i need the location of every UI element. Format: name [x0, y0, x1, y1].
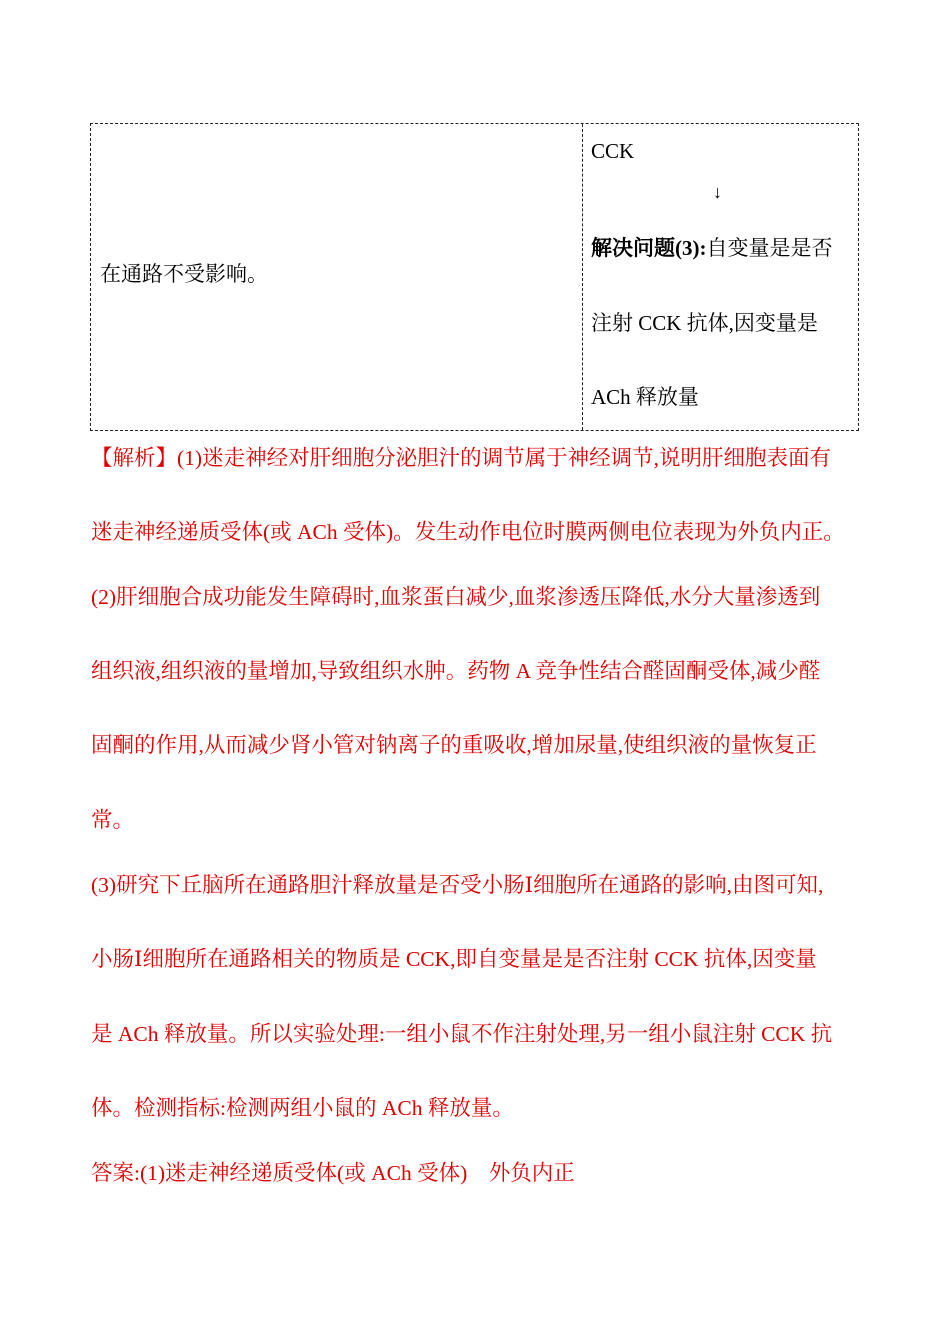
down-arrow-icon: ↓: [713, 182, 722, 202]
question-line-1: [591, 235, 832, 261]
analysis-line: 迷走神经递质受体(或 ACh 受体)。发生动作电位时膜两侧电位表现为外负内正。: [91, 520, 845, 544]
analysis-line: 组织液,组织液的量增加,导致组织水肿。药物 A 竞争性结合醛固酮受体,减少醛: [91, 659, 821, 683]
analysis-line: 体。检测指标:检测两组小鼠的 ACh 释放量。: [91, 1096, 514, 1120]
analysis-line: (2)肝细胞合成功能发生障碍时,血浆蛋白减少,血浆渗透压降低,水分大量渗透到: [91, 585, 821, 609]
analysis-line: 【解析】(1)迷走神经对肝细胞分泌胆汁的调节属于神经调节,说明肝细胞表面有: [91, 446, 831, 470]
dashed-table: [90, 123, 859, 431]
question-text-1: 自变量是是否: [706, 236, 833, 260]
analysis-line: (3)研究下丘脑所在通路胆汁释放量是否受小肠Ⅰ细胞所在通路的影响,由图可知,: [91, 873, 824, 897]
left-cell-text: 在通路不受影响。: [100, 262, 268, 286]
analysis-line: 常。: [91, 808, 135, 832]
analysis-line: 小肠Ⅰ细胞所在通路相关的物质是 CCK,即自变量是是否注射 CCK 抗体,因变量: [91, 947, 817, 971]
table-divider: [582, 124, 583, 430]
analysis-line: 是 ACh 释放量。所以实验处理:一组小鼠不作注射处理,另一组小鼠注射 CCK 抗: [91, 1022, 833, 1046]
question-line-2: 注射 CCK 抗体,因变量是: [591, 311, 818, 335]
answer-line: 答案:(1)迷走神经递质受体(或 ACh 受体) 外负内正: [91, 1161, 575, 1185]
analysis-line: 固酮的作用,从而减少肾小管对钠离子的重吸收,增加尿量,使组织液的量恢复正: [91, 733, 817, 757]
question-line-3: ACh 释放量: [591, 385, 699, 409]
question-label: 解决问题(3):: [591, 236, 707, 260]
cck-label: CCK: [591, 139, 635, 163]
